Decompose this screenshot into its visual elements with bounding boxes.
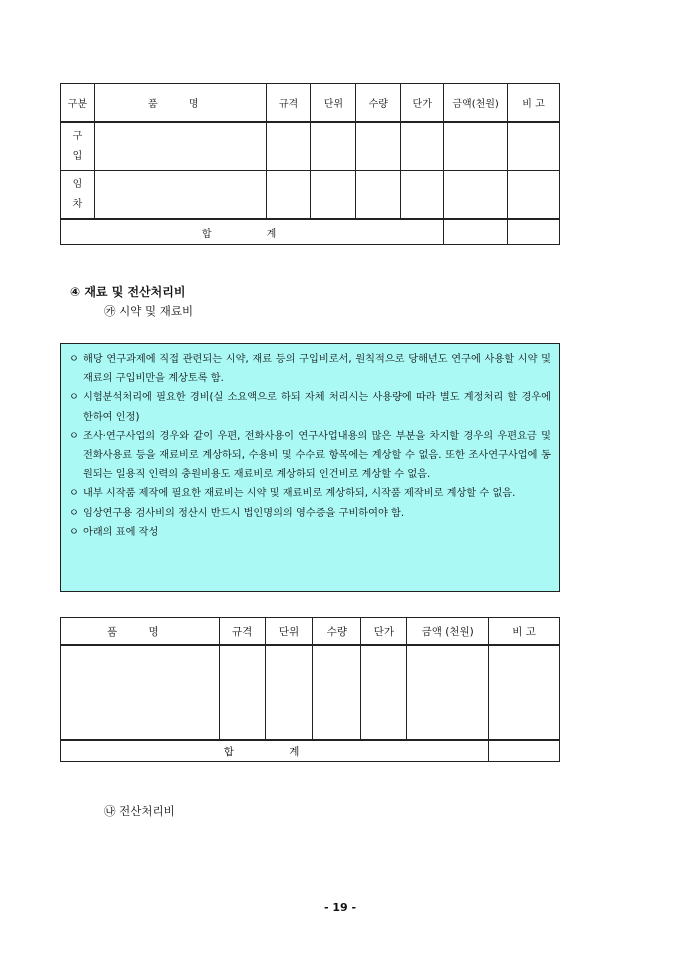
row-label-purchase [61,122,95,171]
list-item [69,350,551,388]
note-text: 해당 연구과제에 직접 관련되는 시약, 재료 등의 구입비로서, 원칙적으로 당해년도 연구에 사용할 시약 및 재료의 구입비만을 계상토록 함. [83,354,551,385]
header-item-name [94,84,266,123]
cell [265,645,313,740]
header-remarks: 비 고 [489,618,560,646]
cell [356,122,401,171]
page-number: - 19 - [323,901,357,914]
header-remarks: 비 고 [508,84,560,123]
bullet: ㅇ [69,392,79,404]
cell [266,122,311,171]
note-text: 조사·연구사업의 경우와 같이 우편, 전화사용이 연구사업내용의 많은 부분을 차지할 경우의 우편요금 및 전화사용료 등을 재료비로 계상하되, 수용비 및 수수료 항목에는 계상할 수 없음. 또한 조사연구사업에 동원되는 일용직 인력의 충원비용도 재료비로 계상하되 인건비로 계상할 수 없음. [83,430,551,481]
header-spec: 규격 [219,618,265,646]
cell [444,122,508,171]
cell [311,171,356,220]
list-item [69,388,551,426]
cell [313,645,361,740]
note-text: 내부 시작품 제작에 필요한 재료비는 시약 및 재료비로 계상하되, 시작품 제작비로 계상할 수 없음. [83,488,516,500]
header-item-name-text: 품 명 [147,99,213,110]
bullet: ㅇ [69,526,79,538]
table-header-row [61,84,560,123]
header-quantity: 수량 [356,84,401,123]
cell [508,122,560,171]
header-unit: 단위 [311,84,356,123]
header-unit-price: 단가 [401,84,444,123]
bullet: ㅇ [69,430,79,442]
bullet: ㅇ [69,354,79,365]
cell [489,645,560,740]
cell [401,122,444,171]
total-label [61,219,444,245]
note-text: 아래의 표에 작성 [83,526,159,538]
total-label-text: 합 계 [223,745,326,758]
header-spec: 규격 [266,84,311,123]
cell [508,219,560,245]
subsection-title-computing: ㉯ 전산처리비 [104,804,175,818]
cell [94,122,266,171]
section-title: ④ 재료 및 전산처리비 [70,285,186,299]
cell [444,219,508,245]
header-item-name-text: 품 명 [107,625,173,638]
row-label-rental-text: 임차 [72,178,83,210]
list-item [69,427,551,485]
notes-box [60,343,560,592]
table-total-row [61,219,560,245]
header-unit-price: 단가 [361,618,407,646]
cell [61,645,220,740]
cell [219,645,265,740]
reagents-table [60,617,560,762]
cell [401,171,444,220]
row-label-purchase-text: 구입 [72,130,83,162]
header-amount: 금액(천원) [444,84,508,123]
cell [266,171,311,220]
cell [444,171,508,220]
cell [361,645,407,740]
purchase-rental-table [60,83,560,245]
table-row [61,645,560,740]
cell [94,171,266,220]
subsection-title-reagents: ㉮ 시약 및 재료비 [104,304,194,318]
cell [489,740,560,762]
row-label-rental [61,171,95,220]
table-header-row [61,618,560,646]
cell [508,171,560,220]
cell [407,645,489,740]
cell [356,171,401,220]
note-text: 임상연구용 검사비의 정산시 반드시 법인명의의 영수증을 구비하여야 함. [83,507,405,519]
note-text: 시험분석처리에 필요한 경비(실 소요액으로 하되 자체 처리시는 사용량에 따라 별도 계정처리 할 경우에 한하여 인정) [83,392,551,423]
total-label [61,740,489,762]
list-item [69,504,551,523]
list-item [69,523,551,542]
header-quantity: 수량 [313,618,361,646]
table-row [61,122,560,171]
header-amount: 금액 (천원) [407,618,489,646]
header-unit: 단위 [265,618,313,646]
table-total-row [61,740,560,762]
header-category: 구분 [61,84,95,123]
bullet: ㅇ [69,488,79,500]
bullet: ㅇ [69,507,79,519]
total-label-text: 합 계 [201,228,303,240]
table-row [61,171,560,220]
header-item-name [61,618,220,646]
list-item [69,484,551,503]
cell [311,122,356,171]
